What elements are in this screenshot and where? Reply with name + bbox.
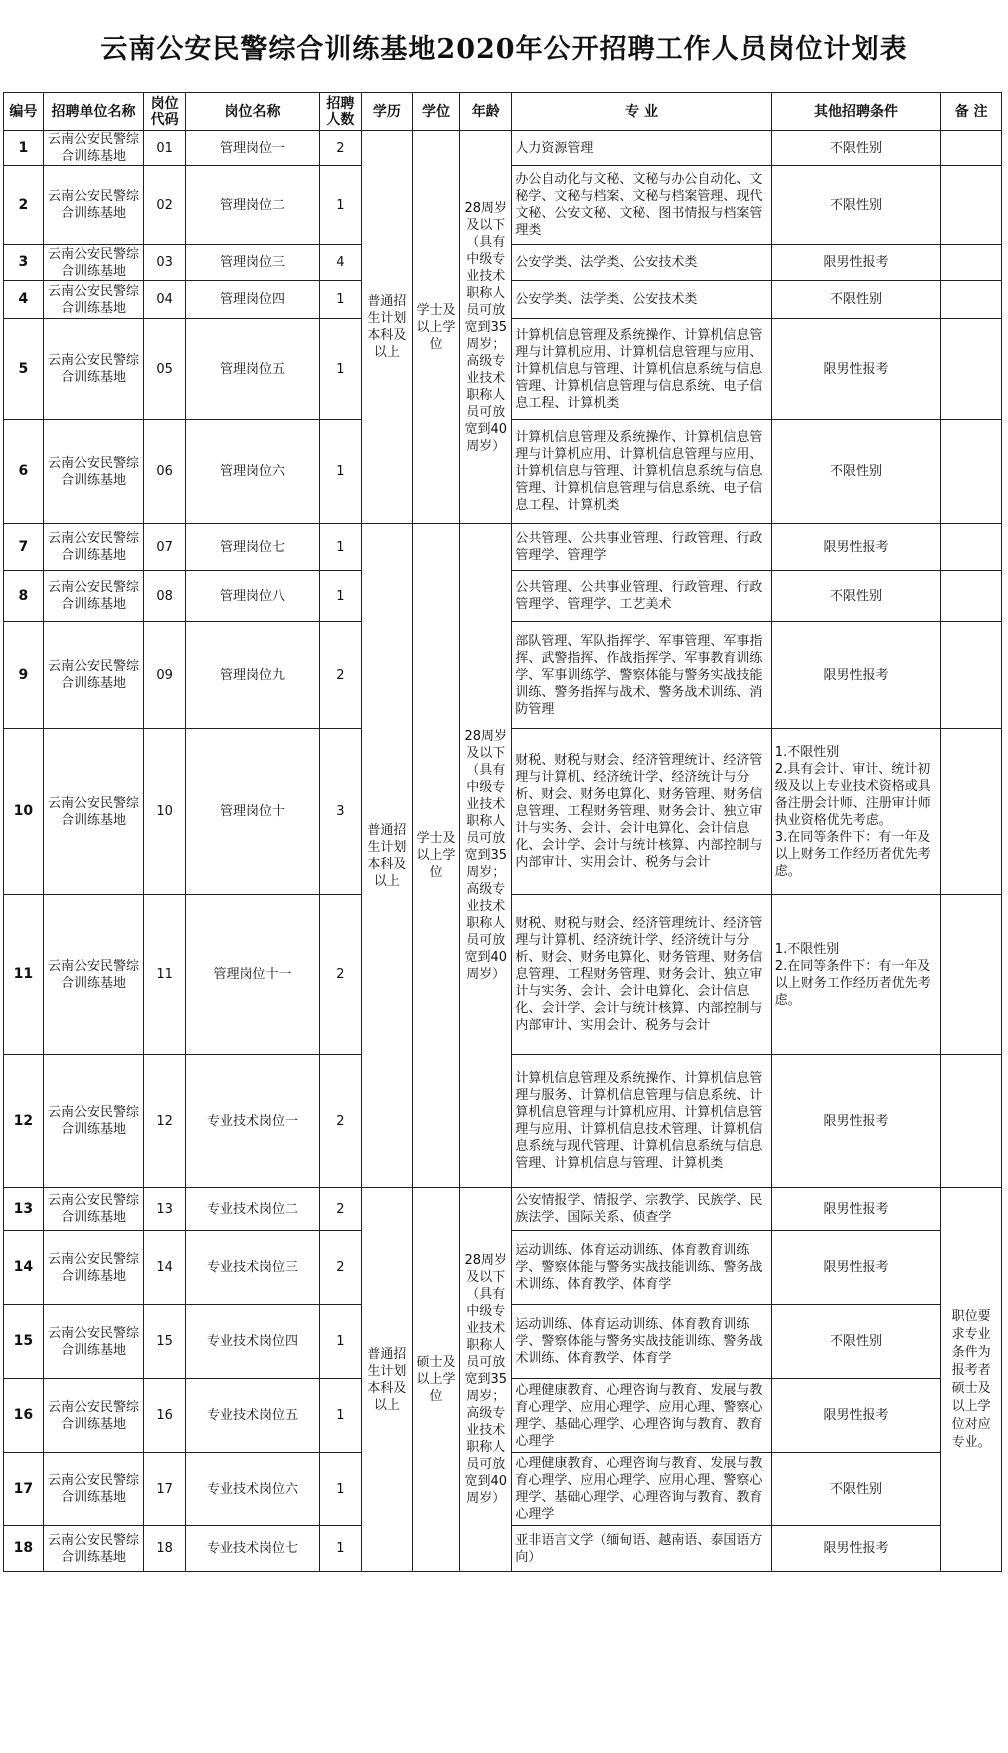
row-no: 14 — [4, 1231, 44, 1305]
row-name: 专业技术岗位二 — [186, 1188, 320, 1231]
table-row — [4, 131, 1002, 166]
header-note: 备 注 — [941, 93, 1002, 131]
row-other: 限男性报考 — [771, 1231, 940, 1305]
row-unit: 云南公安民警综合训练基地 — [43, 524, 143, 571]
row-code: 07 — [144, 524, 186, 571]
row-no: 7 — [4, 524, 44, 571]
row-major: 公安学类、法学类、公安技术类 — [512, 281, 771, 319]
row-other: 限男性报考 — [771, 524, 940, 571]
row-no: 10 — [4, 729, 44, 895]
row-name: 管理岗位八 — [186, 571, 320, 622]
row-note — [941, 622, 1002, 729]
row-count: 1 — [319, 420, 361, 524]
row-count: 1 — [319, 1526, 361, 1572]
group-degree: 硕士及以上学位 — [413, 1188, 460, 1572]
row-count: 3 — [319, 729, 361, 895]
row-count: 1 — [319, 1453, 361, 1526]
row-count: 2 — [319, 895, 361, 1055]
row-note — [941, 729, 1002, 895]
row-count: 2 — [319, 131, 361, 166]
row-count: 1 — [319, 166, 361, 245]
row-other: 不限性别 — [771, 1305, 940, 1379]
row-other: 限男性报考 — [771, 1055, 940, 1188]
group-education: 普通招生计划本科及以上 — [361, 1188, 412, 1572]
row-name: 专业技术岗位三 — [186, 1231, 320, 1305]
row-no: 1 — [4, 131, 44, 166]
row-no: 3 — [4, 245, 44, 281]
row-code: 15 — [144, 1305, 186, 1379]
header-name: 岗位名称 — [186, 93, 320, 131]
row-name: 管理岗位三 — [186, 245, 320, 281]
group-age: 28周岁及以下（具有中级专业技术职称人员可放宽到35周岁；高级专业技术职称人员可放宽到40周岁） — [460, 131, 512, 524]
row-major: 公安学类、法学类、公安技术类 — [512, 245, 771, 281]
row-count: 1 — [319, 1379, 361, 1453]
row-unit: 云南公安民警综合训练基地 — [43, 245, 143, 281]
row-unit: 云南公安民警综合训练基地 — [43, 895, 143, 1055]
row-count: 1 — [319, 571, 361, 622]
row-unit: 云南公安民警综合训练基地 — [43, 1305, 143, 1379]
row-code: 14 — [144, 1231, 186, 1305]
row-other: 不限性别 — [771, 1453, 940, 1526]
group-education: 普通招生计划本科及以上 — [361, 524, 412, 1188]
row-note — [941, 319, 1002, 420]
row-name: 管理岗位六 — [186, 420, 320, 524]
row-count: 2 — [319, 1231, 361, 1305]
row-no: 12 — [4, 1055, 44, 1188]
header-age: 年龄 — [460, 93, 512, 131]
other-line: 2.在同等条件下：有一年及以上财务工作经历者优先考虑。 — [774, 958, 931, 1008]
row-name: 专业技术岗位四 — [186, 1305, 320, 1379]
row-no: 9 — [4, 622, 44, 729]
row-name: 专业技术岗位一 — [186, 1055, 320, 1188]
row-note — [941, 571, 1002, 622]
row-major: 部队管理、军队指挥学、军事管理、军事指挥、武警指挥、作战指挥学、军事教育训练学、军事训练学、警察体能与警务实战技能训练、警务指挥与战术、警务战术训练、消防管理 — [512, 622, 771, 729]
row-major: 公共管理、公共事业管理、行政管理、行政管理学、管理学、工艺美术 — [512, 571, 771, 622]
row-unit: 云南公安民警综合训练基地 — [43, 1379, 143, 1453]
row-note — [941, 166, 1002, 245]
row-other: 限男性报考 — [771, 245, 940, 281]
header-degree: 学位 — [413, 93, 460, 131]
row-count: 1 — [319, 319, 361, 420]
row-no: 6 — [4, 420, 44, 524]
row-code: 05 — [144, 319, 186, 420]
row-no: 18 — [4, 1526, 44, 1572]
other-line: 1.不限性别 — [774, 744, 840, 760]
row-code: 10 — [144, 729, 186, 895]
row-major: 心理健康教育、心理咨询与教育、发展与教育心理学、应用心理学、应用心理、警察心理学、基础心理学、心理咨询与教育、教育心理学 — [512, 1379, 771, 1453]
row-unit: 云南公安民警综合训练基地 — [43, 622, 143, 729]
row-count: 1 — [319, 524, 361, 571]
row-count: 2 — [319, 1188, 361, 1231]
row-major: 财税、财税与财会、经济管理统计、经济管理与计算机、经济统计学、经济统计与分析、财会、财务电算化、财务管理、财务信息管理、工程财务管理、财务会计、独立审计与实务、会计、会计电算化、会计信息化、会计学、会计与统计核算、内部控制与内部审计、实用会计、税务与会计 — [512, 895, 771, 1055]
row-other: 不限性别 — [771, 420, 940, 524]
row-name: 管理岗位七 — [186, 524, 320, 571]
row-unit: 云南公安民警综合训练基地 — [43, 1526, 143, 1572]
row-name: 管理岗位十一 — [186, 895, 320, 1055]
row-count: 4 — [319, 245, 361, 281]
group-age: 28周岁及以下（具有中级专业技术职称人员可放宽到35周岁；高级专业技术职称人员可放宽到40周岁） — [460, 1188, 512, 1572]
row-note — [941, 1055, 1002, 1188]
table-row — [4, 524, 1002, 571]
row-unit: 云南公安民警综合训练基地 — [43, 1231, 143, 1305]
row-code: 06 — [144, 420, 186, 524]
header-no: 编号 — [4, 93, 44, 131]
other-line: 3.在同等条件下：有一年及以上财务工作经历者优先考虑。 — [774, 829, 931, 879]
row-name: 管理岗位四 — [186, 281, 320, 319]
row-code: 08 — [144, 571, 186, 622]
row-unit: 云南公安民警综合训练基地 — [43, 1188, 143, 1231]
group-age: 28周岁及以下（具有中级专业技术职称人员可放宽到35周岁；高级专业技术职称人员可放宽到40周岁） — [460, 524, 512, 1188]
row-name: 专业技术岗位六 — [186, 1453, 320, 1526]
row-count: 1 — [319, 281, 361, 319]
row-major: 公安情报学、情报学、宗教学、民族学、民族法学、国际关系、侦查学 — [512, 1188, 771, 1231]
row-name: 管理岗位二 — [186, 166, 320, 245]
row-major: 公共管理、公共事业管理、行政管理、行政管理学、管理学 — [512, 524, 771, 571]
row-note — [941, 245, 1002, 281]
row-no: 5 — [4, 319, 44, 420]
row-code: 12 — [144, 1055, 186, 1188]
row-name: 管理岗位五 — [186, 319, 320, 420]
row-note — [941, 524, 1002, 571]
row-code: 11 — [144, 895, 186, 1055]
row-name: 管理岗位一 — [186, 131, 320, 166]
row-code: 16 — [144, 1379, 186, 1453]
header-code: 岗位代码 — [144, 93, 186, 131]
row-major: 人力资源管理 — [512, 131, 771, 166]
row-note — [941, 420, 1002, 524]
row-name: 管理岗位十 — [186, 729, 320, 895]
row-note — [941, 131, 1002, 166]
row-name: 专业技术岗位七 — [186, 1526, 320, 1572]
row-unit: 云南公安民警综合训练基地 — [43, 571, 143, 622]
row-unit: 云南公安民警综合训练基地 — [43, 281, 143, 319]
header-major: 专 业 — [512, 93, 771, 131]
row-no: 4 — [4, 281, 44, 319]
row-major: 运动训练、体育运动训练、体育教育训练学、警察体能与警务实战技能训练、警务战术训练、体育教学、体育学 — [512, 1231, 771, 1305]
row-note — [941, 281, 1002, 319]
row-major: 心理健康教育、心理咨询与教育、发展与教育心理学、应用心理学、应用心理、警察心理学、基础心理学、心理咨询与教育、教育心理学 — [512, 1453, 771, 1526]
row-count: 1 — [319, 1305, 361, 1379]
row-other — [771, 729, 940, 895]
table-row — [4, 1188, 1002, 1231]
group-degree: 学士及以上学位 — [413, 524, 460, 1188]
group-education: 普通招生计划本科及以上 — [361, 131, 412, 524]
header-other: 其他招聘条件 — [771, 93, 940, 131]
row-code: 04 — [144, 281, 186, 319]
row-unit: 云南公安民警综合训练基地 — [43, 729, 143, 895]
row-code: 13 — [144, 1188, 186, 1231]
row-name: 专业技术岗位五 — [186, 1379, 320, 1453]
table-body — [4, 131, 1002, 1572]
other-line: 2.具有会计、审计、统计初级及以上专业技术资格或具备注册会计师、注册审计师执业资格优先考虑。 — [774, 761, 931, 828]
header-education: 学历 — [361, 93, 412, 131]
row-major: 办公自动化与文秘、文秘与办公自动化、文秘学、文秘与档案、文秘与档案管理、现代文秘、公安文秘、文秘、图书情报与档案管理类 — [512, 166, 771, 245]
row-unit: 云南公安民警综合训练基地 — [43, 1453, 143, 1526]
header-row — [4, 93, 1002, 131]
row-major: 运动训练、体育运动训练、体育教育训练学、警察体能与警务实战技能训练、警务战术训练、体育教学、体育学 — [512, 1305, 771, 1379]
row-code: 03 — [144, 245, 186, 281]
row-code: 09 — [144, 622, 186, 729]
row-other: 限男性报考 — [771, 1188, 940, 1231]
row-unit: 云南公安民警综合训练基地 — [43, 1055, 143, 1188]
row-code: 17 — [144, 1453, 186, 1526]
row-other: 不限性别 — [771, 131, 940, 166]
row-other: 不限性别 — [771, 281, 940, 319]
row-name: 管理岗位九 — [186, 622, 320, 729]
note-cell: 职位要求专业条件为报考者硕士及以上学位对应专业。 — [941, 1188, 1002, 1572]
page-title: 云南公安民警综合训练基地2020年公开招聘工作人员岗位计划表 — [100, 33, 908, 65]
row-no: 2 — [4, 166, 44, 245]
row-major: 计算机信息管理及系统操作、计算机信息管理与计算机应用、计算机信息管理与应用、计算机信息与管理、计算机信息系统与信息管理、计算机信息管理与信息系统、电子信息工程、计算机类 — [512, 319, 771, 420]
row-count: 2 — [319, 1055, 361, 1188]
row-unit: 云南公安民警综合训练基地 — [43, 166, 143, 245]
row-note — [941, 895, 1002, 1055]
row-no: 11 — [4, 895, 44, 1055]
recruitment-table — [3, 92, 1002, 1572]
row-other: 限男性报考 — [771, 622, 940, 729]
row-no: 16 — [4, 1379, 44, 1453]
group-degree: 学士及以上学位 — [413, 131, 460, 524]
row-code: 01 — [144, 131, 186, 166]
row-unit: 云南公安民警综合训练基地 — [43, 319, 143, 420]
row-major: 计算机信息管理及系统操作、计算机信息管理与计算机应用、计算机信息管理与应用、计算机信息与管理、计算机信息系统与信息管理、计算机信息管理与信息系统、电子信息工程、计算机类 — [512, 420, 771, 524]
row-other: 限男性报考 — [771, 319, 940, 420]
row-other — [771, 895, 940, 1055]
row-code: 02 — [144, 166, 186, 245]
row-no: 8 — [4, 571, 44, 622]
row-unit: 云南公安民警综合训练基地 — [43, 131, 143, 166]
row-major: 财税、财税与财会、经济管理统计、经济管理与计算机、经济统计学、经济统计与分析、财会、财务电算化、财务管理、财务信息管理、工程财务管理、财务会计、独立审计与实务、会计、会计电算化、会计信息化、会计学、会计与统计核算、内部控制与内部审计、实用会计、税务与会计 — [512, 729, 771, 895]
row-other: 限男性报考 — [771, 1379, 940, 1453]
row-unit: 云南公安民警综合训练基地 — [43, 420, 143, 524]
row-count: 2 — [319, 622, 361, 729]
row-major: 计算机信息管理及系统操作、计算机信息管理与服务、计算机信息管理与信息系统、计算机信息管理与计算机应用、计算机信息管理与应用、计算机信息技术管理、计算机信息系统与现代管理、计算机信息系统与信息管理、计算机信息与管理、计算机类 — [512, 1055, 771, 1188]
row-other: 不限性别 — [771, 166, 940, 245]
other-line: 1.不限性别 — [774, 941, 840, 957]
row-no: 17 — [4, 1453, 44, 1526]
row-no: 13 — [4, 1188, 44, 1231]
row-no: 15 — [4, 1305, 44, 1379]
row-code: 18 — [144, 1526, 186, 1572]
header-count: 招聘人数 — [319, 93, 361, 131]
row-major: 亚非语言文学（缅甸语、越南语、泰国语方向） — [512, 1526, 771, 1572]
row-other: 不限性别 — [771, 571, 940, 622]
row-other: 限男性报考 — [771, 1526, 940, 1572]
header-unit: 招聘单位名称 — [43, 93, 143, 131]
